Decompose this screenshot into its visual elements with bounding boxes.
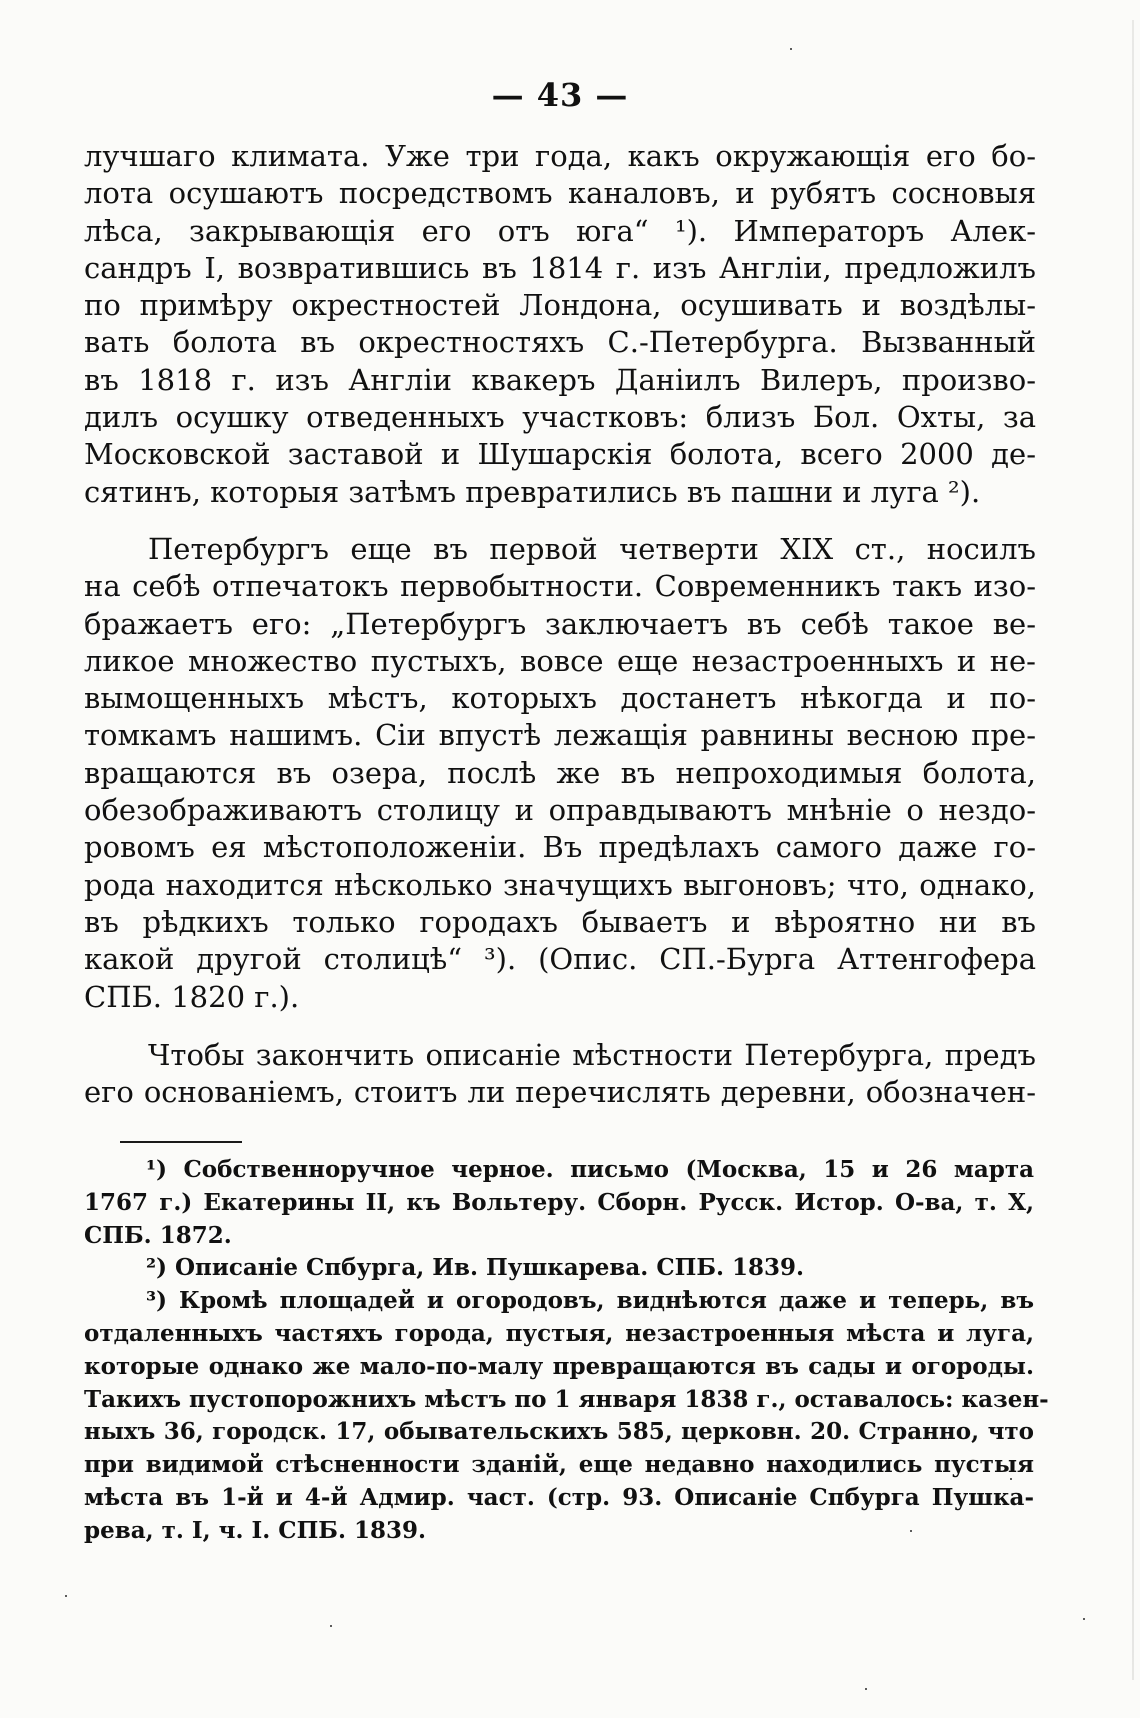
footnotes (84, 1154, 1049, 1548)
paragraph-line: въ 1818 г. изъ Англіи квакеръ Даніилъ Вилеръ, произво- (84, 362, 1036, 397)
paragraph-3 (84, 1037, 1036, 1112)
paragraph-line: Петербургъ еще въ первой четверти XIX ст., носилъ (148, 532, 1036, 566)
paragraph-line: вать болота въ окрестностяхъ С.-Петербурга. Вызванный (84, 325, 1036, 360)
paragraph-line: вращаются въ озера, послѣ же въ непроходимыя болота, (84, 755, 1036, 790)
paragraph-line: сятинъ, которыя затѣмъ превратились въ пашни и луга ²). (84, 474, 981, 509)
paragraph-line: обезображиваютъ столицу и оправдываютъ мнѣніе о нездо- (84, 793, 1036, 828)
paragraph-line: ликое множество пустыхъ, вовсе еще незастроенныхъ и не- (84, 643, 1036, 678)
print-speck (330, 1625, 332, 1627)
footnote-3-line: мѣста въ 1-й и 4-й Адмир. част. (стр. 93. Описаніе Спбурга Пушка- (84, 1483, 1034, 1511)
footnote-3-line: ³) Кромѣ площадей и огородовъ, виднѣются даже и теперь, въ (146, 1287, 1034, 1315)
footnote-3-line: Такихъ пустопорожнихъ мѣстъ по 1 января 1838 г., оставалось: казен- (84, 1385, 1049, 1413)
paragraph-line: бражаетъ его: „Петербургъ заключаетъ въ себѣ такое ве- (84, 606, 1036, 641)
footnote-1-line: СПБ. 1872. (84, 1221, 232, 1249)
page-edge-shadow (1132, 20, 1134, 1680)
paragraph-line: Московской заставой и Шушарскія болота, всего 2000 де- (84, 437, 1036, 472)
paragraph-line: рода находится нѣсколько значущихъ выгоновъ; что, однако, (84, 867, 1036, 902)
footnote-3-line: ныхъ 36, городск. 17, обывательскихъ 585, церковн. 20. Странно, что (84, 1418, 1034, 1446)
page-number: — 43 — (491, 76, 629, 114)
paragraph-2 (84, 531, 1036, 1016)
footnote-1-line: 1767 г.) Екатерины II, къ Вольтеру. Сборн. Русск. Истор. О-ва, т. X, (84, 1188, 1034, 1216)
footnote-3-line: при видимой стѣсненности зданій, еще недавно находились пустыя (84, 1451, 1034, 1479)
paragraph-line: лѣса, закрывающія его отъ юга“ ¹). Императоръ Алек- (84, 213, 1036, 248)
paragraph-line: СПБ. 1820 г.). (84, 979, 300, 1014)
print-speck (910, 1530, 912, 1532)
paragraph-line: въ рѣдкихъ только городахъ бываетъ и вѣроятно ни въ (84, 904, 1036, 939)
print-speck (865, 1688, 867, 1690)
paragraph-line: какой другой столицѣ“ ³). (Опис. СП.-Бурга Аттенгофера (84, 942, 1036, 977)
paragraph-line: дилъ осушку отведенныхъ участковъ: близъ Бол. Охты, за (84, 400, 1036, 435)
paragraph-line: ровомъ ея мѣстоположеніи. Въ предѣлахъ самого даже го- (84, 830, 1036, 865)
paragraph-line: по примѣру окрестностей Лондона, осушивать и воздѣлы- (84, 288, 1036, 323)
footnote-1-line: ¹) Собственноручное черное. письмо (Москва, 15 и 26 марта (146, 1156, 1034, 1183)
paragraph-line: вымощенныхъ мѣстъ, которыхъ достанетъ нѣкогда и по- (84, 681, 1036, 716)
footnote-2-line: ²) Описаніе Спбурга, Ив. Пушкарева. СПБ. 1839. (146, 1254, 805, 1282)
paragraph-line: томкамъ нашимъ. Сіи впустѣ лежащія равнины весною пре- (84, 718, 1036, 753)
footnote-3-line: отдаленныхъ частяхъ города, пустыя, незастроенныя мѣста и луга, (84, 1319, 1034, 1347)
paragraph-line: Чтобы закончить описаніе мѣстности Петербурга, предъ (148, 1038, 1036, 1072)
paragraph-line: лота осушаютъ посредствомъ каналовъ, и рубятъ сосновыя (84, 176, 1036, 211)
paragraph-line: на себѣ отпечатокъ первобытности. Современникъ такъ изо- (84, 569, 1036, 604)
print-speck (65, 1595, 67, 1597)
footnote-3-line: которые однако же мало-по-малу превращаются въ сады и огороды. (84, 1352, 1034, 1380)
paragraph-line: лучшаго климата. Уже три года, какъ окружающія его бо- (84, 139, 1036, 173)
print-speck (1083, 1618, 1085, 1620)
paragraph-line: сандръ I, возвратившись въ 1814 г. изъ Англіи, предложилъ (84, 250, 1036, 285)
paragraph-1 (84, 138, 1036, 511)
print-speck (1010, 1478, 1012, 1480)
footnote-3-line: рева, т. I, ч. I. СПБ. 1839. (84, 1516, 426, 1544)
paragraph-line: его основаніемъ, стоитъ ли перечислять деревни, обозначен- (84, 1075, 1036, 1110)
print-speck (790, 48, 792, 50)
footnote-separator (120, 1141, 242, 1143)
